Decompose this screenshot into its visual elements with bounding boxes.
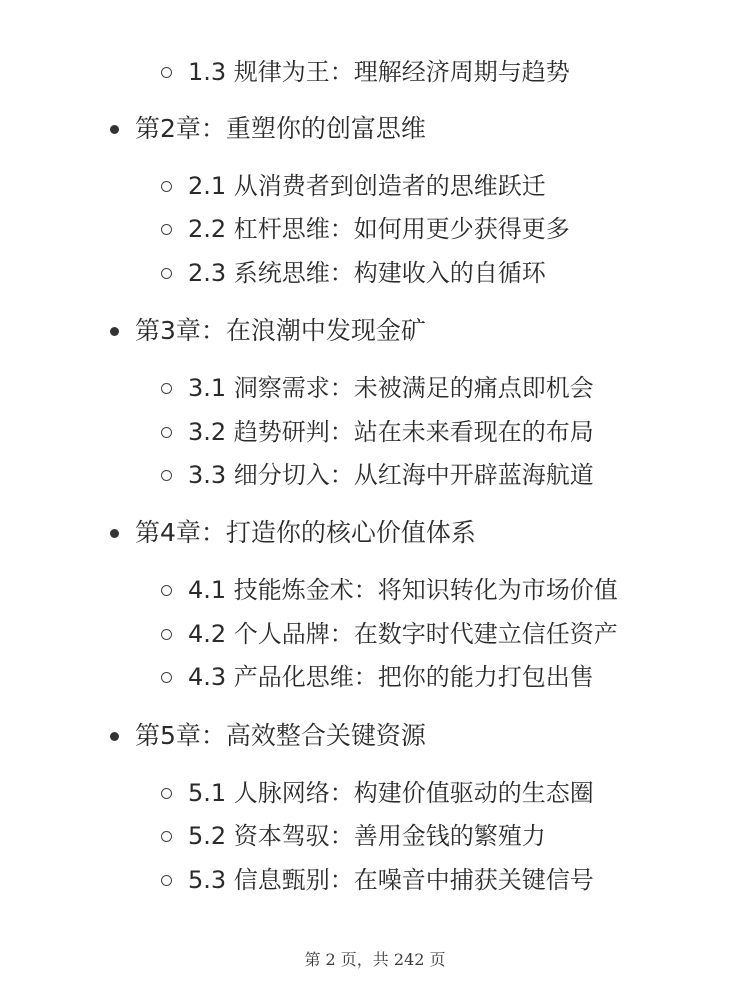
toc-section-3-2	[161, 417, 594, 447]
toc-section-2-3	[161, 258, 546, 288]
toc-section-1-3	[161, 57, 570, 87]
toc-chapter-2	[110, 114, 426, 144]
hollow-circle-bullet-icon	[161, 672, 172, 683]
toc-section-label: 3.2 趋势研判：站在未来看现在的布局	[188, 418, 594, 446]
toc-section-label: 2.1 从消费者到创造者的思维跃迁	[188, 172, 546, 200]
toc-section-label: 5.1 人脉网络：构建价值驱动的生态圈	[188, 779, 594, 807]
hollow-circle-bullet-icon	[161, 181, 172, 192]
toc-section-label: 4.1 技能炼金术：将知识转化为市场价值	[188, 576, 618, 604]
toc-section-2-2	[161, 214, 570, 244]
toc-chapter-label: 第2章：重塑你的创富思维	[135, 114, 426, 143]
toc-section-5-2	[161, 821, 546, 851]
toc-section-label: 4.3 产品化思维：把你的能力打包出售	[188, 663, 594, 691]
hollow-circle-bullet-icon	[161, 224, 172, 235]
toc-section-label: 5.2 资本驾驭：善用金钱的繁殖力	[188, 822, 546, 850]
filled-circle-bullet-icon	[110, 327, 119, 336]
toc-section-label: 2.3 系统思维：构建收入的自循环	[188, 259, 546, 287]
hollow-circle-bullet-icon	[161, 788, 172, 799]
toc-section-label: 3.1 洞察需求：未被满足的痛点即机会	[188, 374, 594, 402]
toc-chapter-3	[110, 316, 426, 346]
hollow-circle-bullet-icon	[161, 383, 172, 394]
filled-circle-bullet-icon	[110, 125, 119, 134]
hollow-circle-bullet-icon	[161, 470, 172, 481]
filled-circle-bullet-icon	[110, 732, 119, 741]
hollow-circle-bullet-icon	[161, 585, 172, 596]
toc-chapter-label: 第4章：打造你的核心价值体系	[135, 518, 476, 547]
hollow-circle-bullet-icon	[161, 875, 172, 886]
toc-chapter-label: 第3章：在浪潮中发现金矿	[135, 316, 426, 345]
toc-section-3-3	[161, 460, 594, 490]
toc-section-label: 2.2 杠杆思维：如何用更少获得更多	[188, 215, 570, 243]
hollow-circle-bullet-icon	[161, 268, 172, 279]
toc-section-5-3	[161, 865, 594, 895]
toc-chapter-label: 第5章：高效整合关键资源	[135, 721, 426, 750]
page-number-footer: 第 2 页，共 242 页	[304, 950, 446, 969]
hollow-circle-bullet-icon	[161, 67, 172, 78]
toc-section-4-2	[161, 619, 618, 649]
toc-section-5-1	[161, 778, 594, 808]
toc-section-4-1	[161, 575, 618, 605]
toc-section-label: 4.2 个人品牌：在数字时代建立信任资产	[188, 620, 618, 648]
toc-section-label: 5.3 信息甄别：在噪音中捕获关键信号	[188, 866, 594, 894]
hollow-circle-bullet-icon	[161, 831, 172, 842]
toc-chapter-5	[110, 721, 426, 751]
toc-section-label: 3.3 细分切入：从红海中开辟蓝海航道	[188, 461, 594, 489]
hollow-circle-bullet-icon	[161, 427, 172, 438]
toc-section-4-3	[161, 662, 594, 692]
toc-section-label: 1.3 规律为王：理解经济周期与趋势	[188, 58, 570, 86]
filled-circle-bullet-icon	[110, 529, 119, 538]
toc-chapter-4	[110, 518, 476, 548]
hollow-circle-bullet-icon	[161, 629, 172, 640]
toc-section-3-1	[161, 373, 594, 403]
toc-section-2-1	[161, 171, 546, 201]
